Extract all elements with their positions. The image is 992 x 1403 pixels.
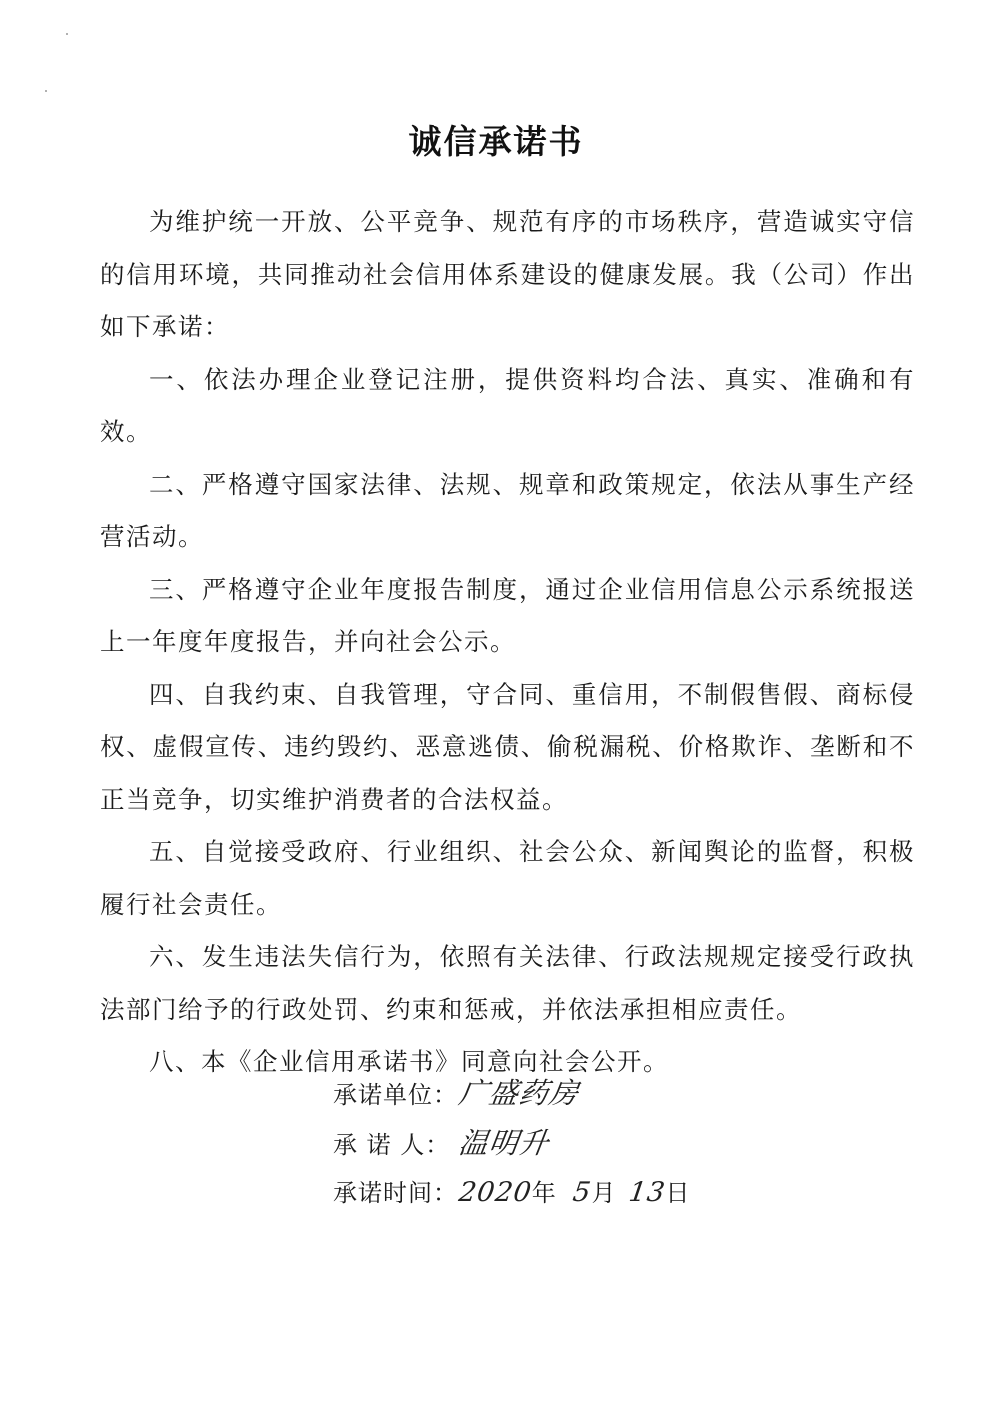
commitment-item-3: 三、严格遵守企业年度报告制度，通过企业信用信息公示系统报送上一年度年度报告，并向社会公示。 xyxy=(100,574,915,656)
date-year-suffix: 年 xyxy=(531,1179,557,1207)
commitment-item-1: 一、依法办理企业登记注册，提供资料均合法、真实、准确和有效。 xyxy=(100,364,915,446)
signature-date-row xyxy=(333,1168,691,1218)
unit-label: 承诺单位： xyxy=(333,1081,458,1109)
date-month: 5 xyxy=(571,1177,594,1208)
date-label: 承诺时间： xyxy=(333,1179,458,1207)
commitment-item-6: 六、发生违法失信行为，依照有关法律、行政法规规定接受行政执法部门给予的行政处罚、约束和惩戒，并依法承担相应责任。 xyxy=(100,942,915,1024)
commitment-item-2: 二、严格遵守国家法律、法规、规章和政策规定，依法从事生产经营活动。 xyxy=(100,469,915,551)
document-title: 诚信承诺书 xyxy=(408,122,584,161)
scan-speck xyxy=(66,33,68,35)
commitment-item-5: 五、自觉接受政府、行业组织、社会公众、新闻舆论的监督，积极履行社会责任。 xyxy=(100,837,915,919)
document-body xyxy=(100,196,915,1089)
unit-signature: 广盛药房 xyxy=(456,1076,582,1110)
date-day: 13 xyxy=(627,1177,668,1208)
person-signature: 温明升 xyxy=(456,1126,552,1160)
commitment-item-4: 四、自我约束、自我管理，守合同、重信用，不制假售假、商标侵权、虚假宣传、违约毁约、恶意逃债、偷税漏税、价格欺诈、垄断和不正当竞争，切实维护消费者的合法权益。 xyxy=(100,679,915,814)
commitment-item-8: 八、本《企业信用承诺书》同意向社会公开。 xyxy=(149,1047,669,1076)
intro-paragraph: 为维护统一开放、公平竞争、规范有序的市场秩序，营造诚实守信的信用环境，共同推动社会信用体系建设的健康发展。我（公司）作出如下承诺： xyxy=(100,207,915,341)
date-day-suffix: 日 xyxy=(665,1179,691,1207)
signature-block xyxy=(333,1068,691,1218)
signature-unit-row xyxy=(333,1068,691,1118)
scan-speck xyxy=(45,90,47,92)
person-label: 承 诺 人： xyxy=(333,1131,451,1159)
date-month-suffix: 月 xyxy=(591,1179,617,1207)
signature-person-row xyxy=(333,1118,691,1168)
date-year: 2020 xyxy=(456,1177,534,1208)
